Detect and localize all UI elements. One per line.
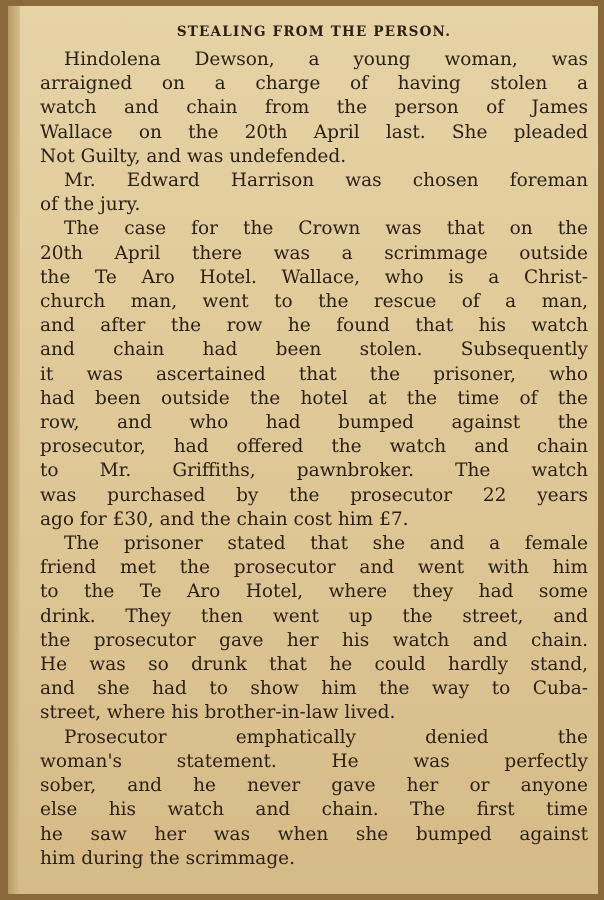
- article-line: and after the row he found that his watch: [40, 315, 588, 337]
- article-line: he saw her was when she bumped against: [40, 823, 588, 845]
- article-line: woman's statement. He was perfectly: [40, 750, 588, 772]
- article-paragraph: [40, 726, 588, 871]
- article-line: it was ascertained that the prisoner, who: [40, 363, 588, 385]
- article-line: friend met the prosecutor and went with him: [40, 557, 588, 579]
- article-line: Prosecutor emphatically denied the: [64, 726, 588, 748]
- article-line: arraigned on a charge of having stolen a: [40, 73, 588, 95]
- article-line: Mr. Edward Harrison was chosen foreman: [64, 170, 588, 192]
- article-line: prosecutor, had offered the watch and chain: [40, 436, 588, 458]
- article-line: He was so drunk that he could hardly stand,: [40, 654, 588, 676]
- article-line: Wallace on the 20th April last. She pleaded: [40, 121, 588, 143]
- article-line: church man, went to the rescue of a man,: [40, 291, 588, 313]
- article-line: The case for the Crown was that on the: [64, 218, 588, 240]
- article-paragraph: [40, 217, 588, 532]
- article-line: else his watch and chain. The first time: [40, 799, 588, 821]
- article-line: street, where his brother-in-law lived.: [40, 702, 396, 724]
- article-paragraph: [40, 169, 588, 217]
- article-line: and she had to show him the way to Cuba-: [40, 678, 588, 700]
- article-line: Hindolena Dewson, a young woman, was: [64, 49, 588, 70]
- article-line: The prisoner stated that she and a female: [64, 533, 588, 555]
- article-line: row, and who had bumped against the: [40, 412, 588, 434]
- article-line: 20th April there was a scrimmage outside: [40, 242, 588, 264]
- article-line: and chain had been stolen. Subsequently: [40, 339, 588, 361]
- article-body: [40, 48, 588, 871]
- article-line: to the Te Aro Hotel, where they had some: [40, 581, 588, 603]
- article-line: him during the scrimmage.: [40, 847, 295, 869]
- article-paragraph: [40, 532, 588, 726]
- article-line: drink. They then went up the street, and: [40, 605, 588, 627]
- article-line: the Te Aro Hotel. Wallace, who is a Christ-: [40, 266, 588, 288]
- article-line: Not Guilty, and was undefended.: [40, 145, 347, 167]
- article-line: ago for £30, and the chain cost him £7.: [40, 508, 409, 530]
- clipping-torn-edge: [8, 6, 20, 894]
- article-line: had been outside the hotel at the time of the: [40, 387, 588, 409]
- article-line: the prosecutor gave her his watch and chain.: [40, 629, 588, 651]
- article-line: of the jury.: [40, 194, 141, 216]
- article-paragraph: [40, 48, 588, 169]
- article-line: watch and chain from the person of James: [40, 97, 588, 119]
- article-line: to Mr. Griffiths, pawnbroker. The watch: [40, 460, 588, 482]
- article-headline: STEALING FROM THE PERSON.: [176, 24, 452, 40]
- article-line: was purchased by the prosecutor 22 years: [40, 484, 588, 506]
- newspaper-clipping: [8, 6, 598, 894]
- article-line: sober, and he never gave her or anyone: [40, 775, 588, 797]
